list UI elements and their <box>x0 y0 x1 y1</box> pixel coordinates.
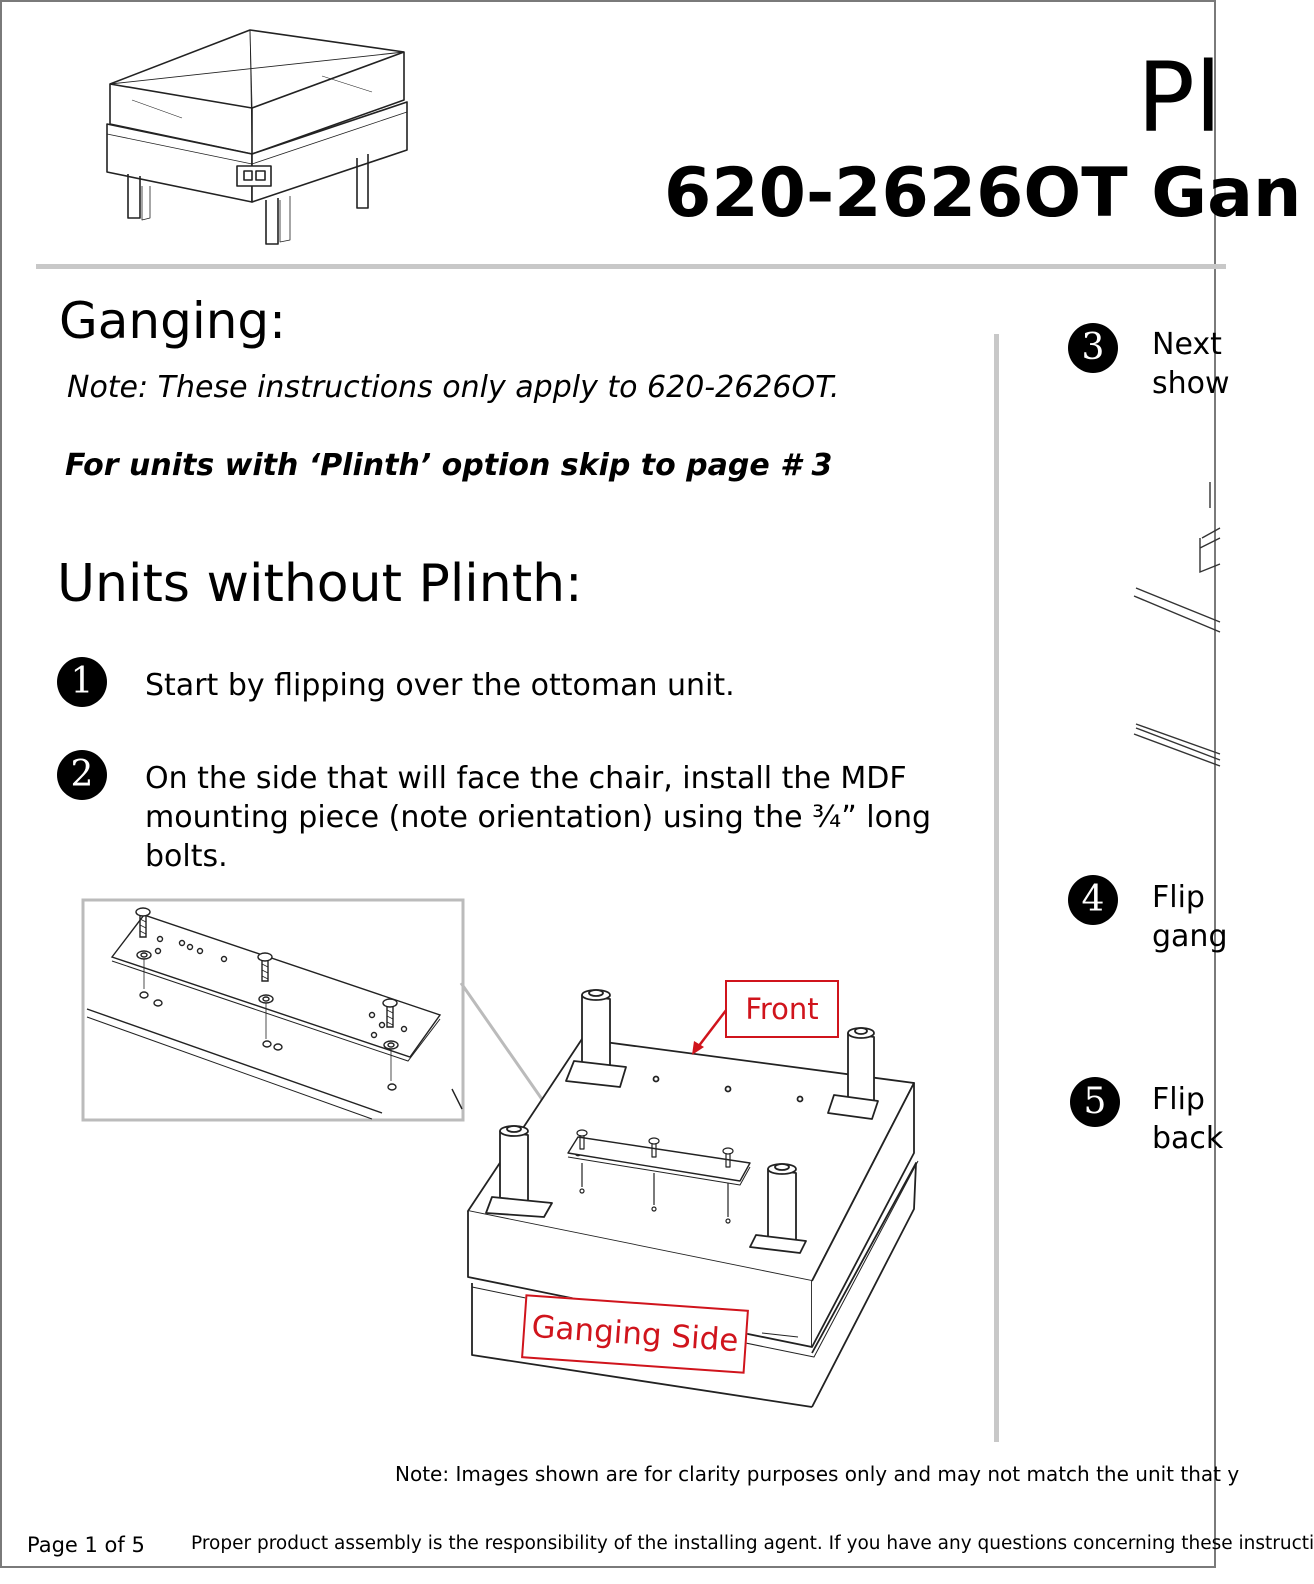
ottoman-illustration <box>102 22 422 252</box>
step-4-number: 4 <box>1068 875 1118 925</box>
mounting-detail-inset <box>82 899 472 1129</box>
document-subtitle: 620-2626OT Gan <box>664 154 1302 233</box>
step-2-number: 2 <box>57 750 107 800</box>
plinth-skip-note: For units with ‘Plinth’ option skip to page # 3 <box>65 448 833 483</box>
header-divider <box>36 264 1226 269</box>
document-title: Pl <box>1137 42 1222 154</box>
footer-disclaimer: Note: Images shown are for clarity purposes only and may not match the unit that y <box>395 1462 1240 1486</box>
page-number: Page 1 of 5 <box>27 1533 145 1557</box>
step-3-text: Next show <box>1152 327 1230 401</box>
section-heading-ganging: Ganging: <box>59 292 286 350</box>
column-divider <box>994 334 999 1442</box>
ganging-side-label: Ganging Side <box>521 1294 749 1373</box>
section-heading-units: Units without Plinth: <box>57 554 583 614</box>
step-4-text: Flip gang <box>1152 880 1228 954</box>
step-1-number: 1 <box>57 657 107 707</box>
step-2-text: On the side that will face the chair, install the MDF mounting piece (note orientation) using the ¾” long bolts. <box>145 761 932 874</box>
step-5-number: 5 <box>1070 1077 1120 1127</box>
footer-responsibility: Proper product assembly is the responsibility of the installing agent. If you have any questions concerning these instructi <box>191 1533 1314 1554</box>
applicability-note: Note: These instructions only apply to 620-2626OT. <box>67 370 840 405</box>
step-3-illustration-fragment <box>1130 472 1220 782</box>
front-label: Front <box>725 980 839 1038</box>
step-1-text: Start by flipping over the ottoman unit. <box>145 668 735 703</box>
step-5-text: Flip back <box>1152 1082 1224 1156</box>
step-3-number: 3 <box>1068 323 1118 373</box>
